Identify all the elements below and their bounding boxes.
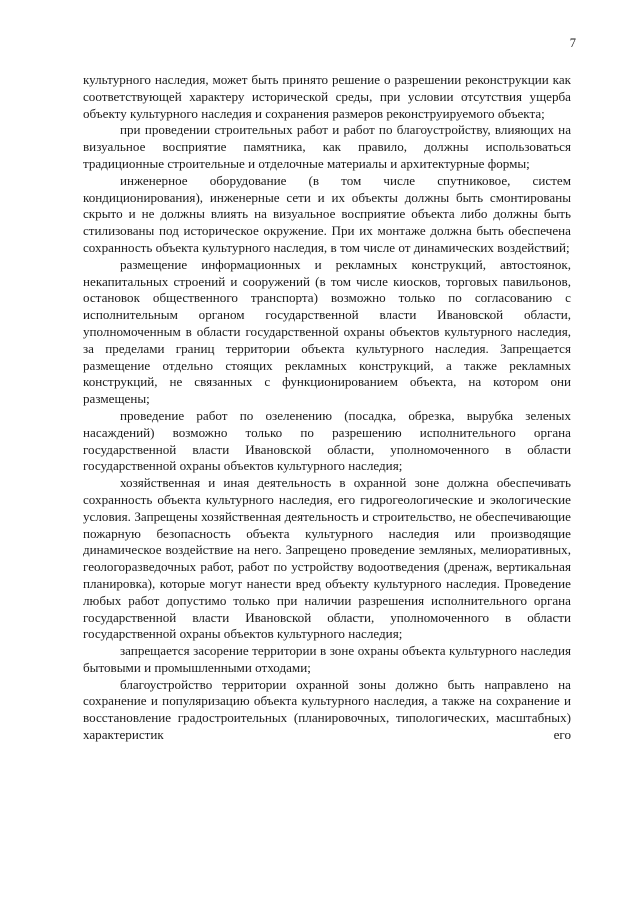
paragraph-advertising-structures: размещение информационных и рекламных конструкций, автостоянок, некапитальных строений и сооружений (в том числе киосков, торговых павильонов, остановок общественного транспорта) возможно только по согласованию с исполнительным органом государственной власти Ивановской области, уполномоченным в области государственной охраны объектов культурного наследия, за пределами границ территории объекта культурного наследия. Запрещается размещение отдельно стоящих рекламных конструкций, а также рекламных конструкций, не связанных с функционированием объекта, на котором они размещены;: [83, 256, 571, 407]
paragraph-landscaping: проведение работ по озеленению (посадка, обрезка, вырубка зеленых насаждений) возможно только по разрешению исполнительного органа государственной власти Ивановской области, уполномоченного в области государственной охраны объектов культурного наследия;: [83, 407, 571, 474]
paragraph-territory-improvement: благоустройство территории охранной зоны должно быть направлено на сохранение и популяризацию объекта культурного наследия, а также на сохранение и восстановление градостроительных (планировочных, типологических, масштабных) характеристик его: [83, 676, 571, 743]
paragraph-waste-prohibition: запрещается засорение территории в зоне охраны объекта культурного наследия бытовыми и промышленными отходами;: [83, 643, 571, 675]
paragraph-construction-materials: при проведении строительных работ и работ по благоустройству, влияющих на визуальное восприятие памятника, как правило, должны использоваться традиционные строительные и отделочные материалы и архитектурные формы;: [83, 122, 571, 171]
document-body: [83, 72, 571, 744]
paragraph-economic-activity: хозяйственная и иная деятельность в охранной зоне должна обеспечивать сохранность объекта культурного наследия, его гидрогеологические и экологические условия. Запрещены хозяйственная деятельность и строительство, не обеспечивающие пожарную безопасность объекта культурного наследия или производящие динамическое воздействие на него. Запрещено проведение земляных, мелиоративных, геологоразведочных работ, работ по устройству водоотведения (дренаж, вертикальная планировка), которые могут нанести вред объекту культурного наследия. Проведение любых работ допустимо только при наличии разрешения исполнительного органа государственной власти Ивановской области, уполномоченного в области государственной охраны объектов культурного наследия;: [83, 475, 571, 642]
paragraph-engineering-equipment: инженерное оборудование (в том числе спутниковое, систем кондиционирования), инженерные сети и их объекты должны быть смонтированы скрыто и не должны влиять на визуальное восприятие объекта либо должны быть стилизованы под историческое окружение. При их монтаже должна быть обеспечена сохранность объекта культурного наследия, в том числе от динамических воздействий;: [83, 172, 571, 255]
page-number: 7: [569, 36, 576, 50]
paragraph-reconstruction-continuation: культурного наследия, может быть принято решение о разрешении реконструкции как соответствующей характеру исторической среды, при условии отсутствия ущерба объекту культурного наследия и сохранения размеров реконструируемого объекта;: [83, 72, 571, 121]
